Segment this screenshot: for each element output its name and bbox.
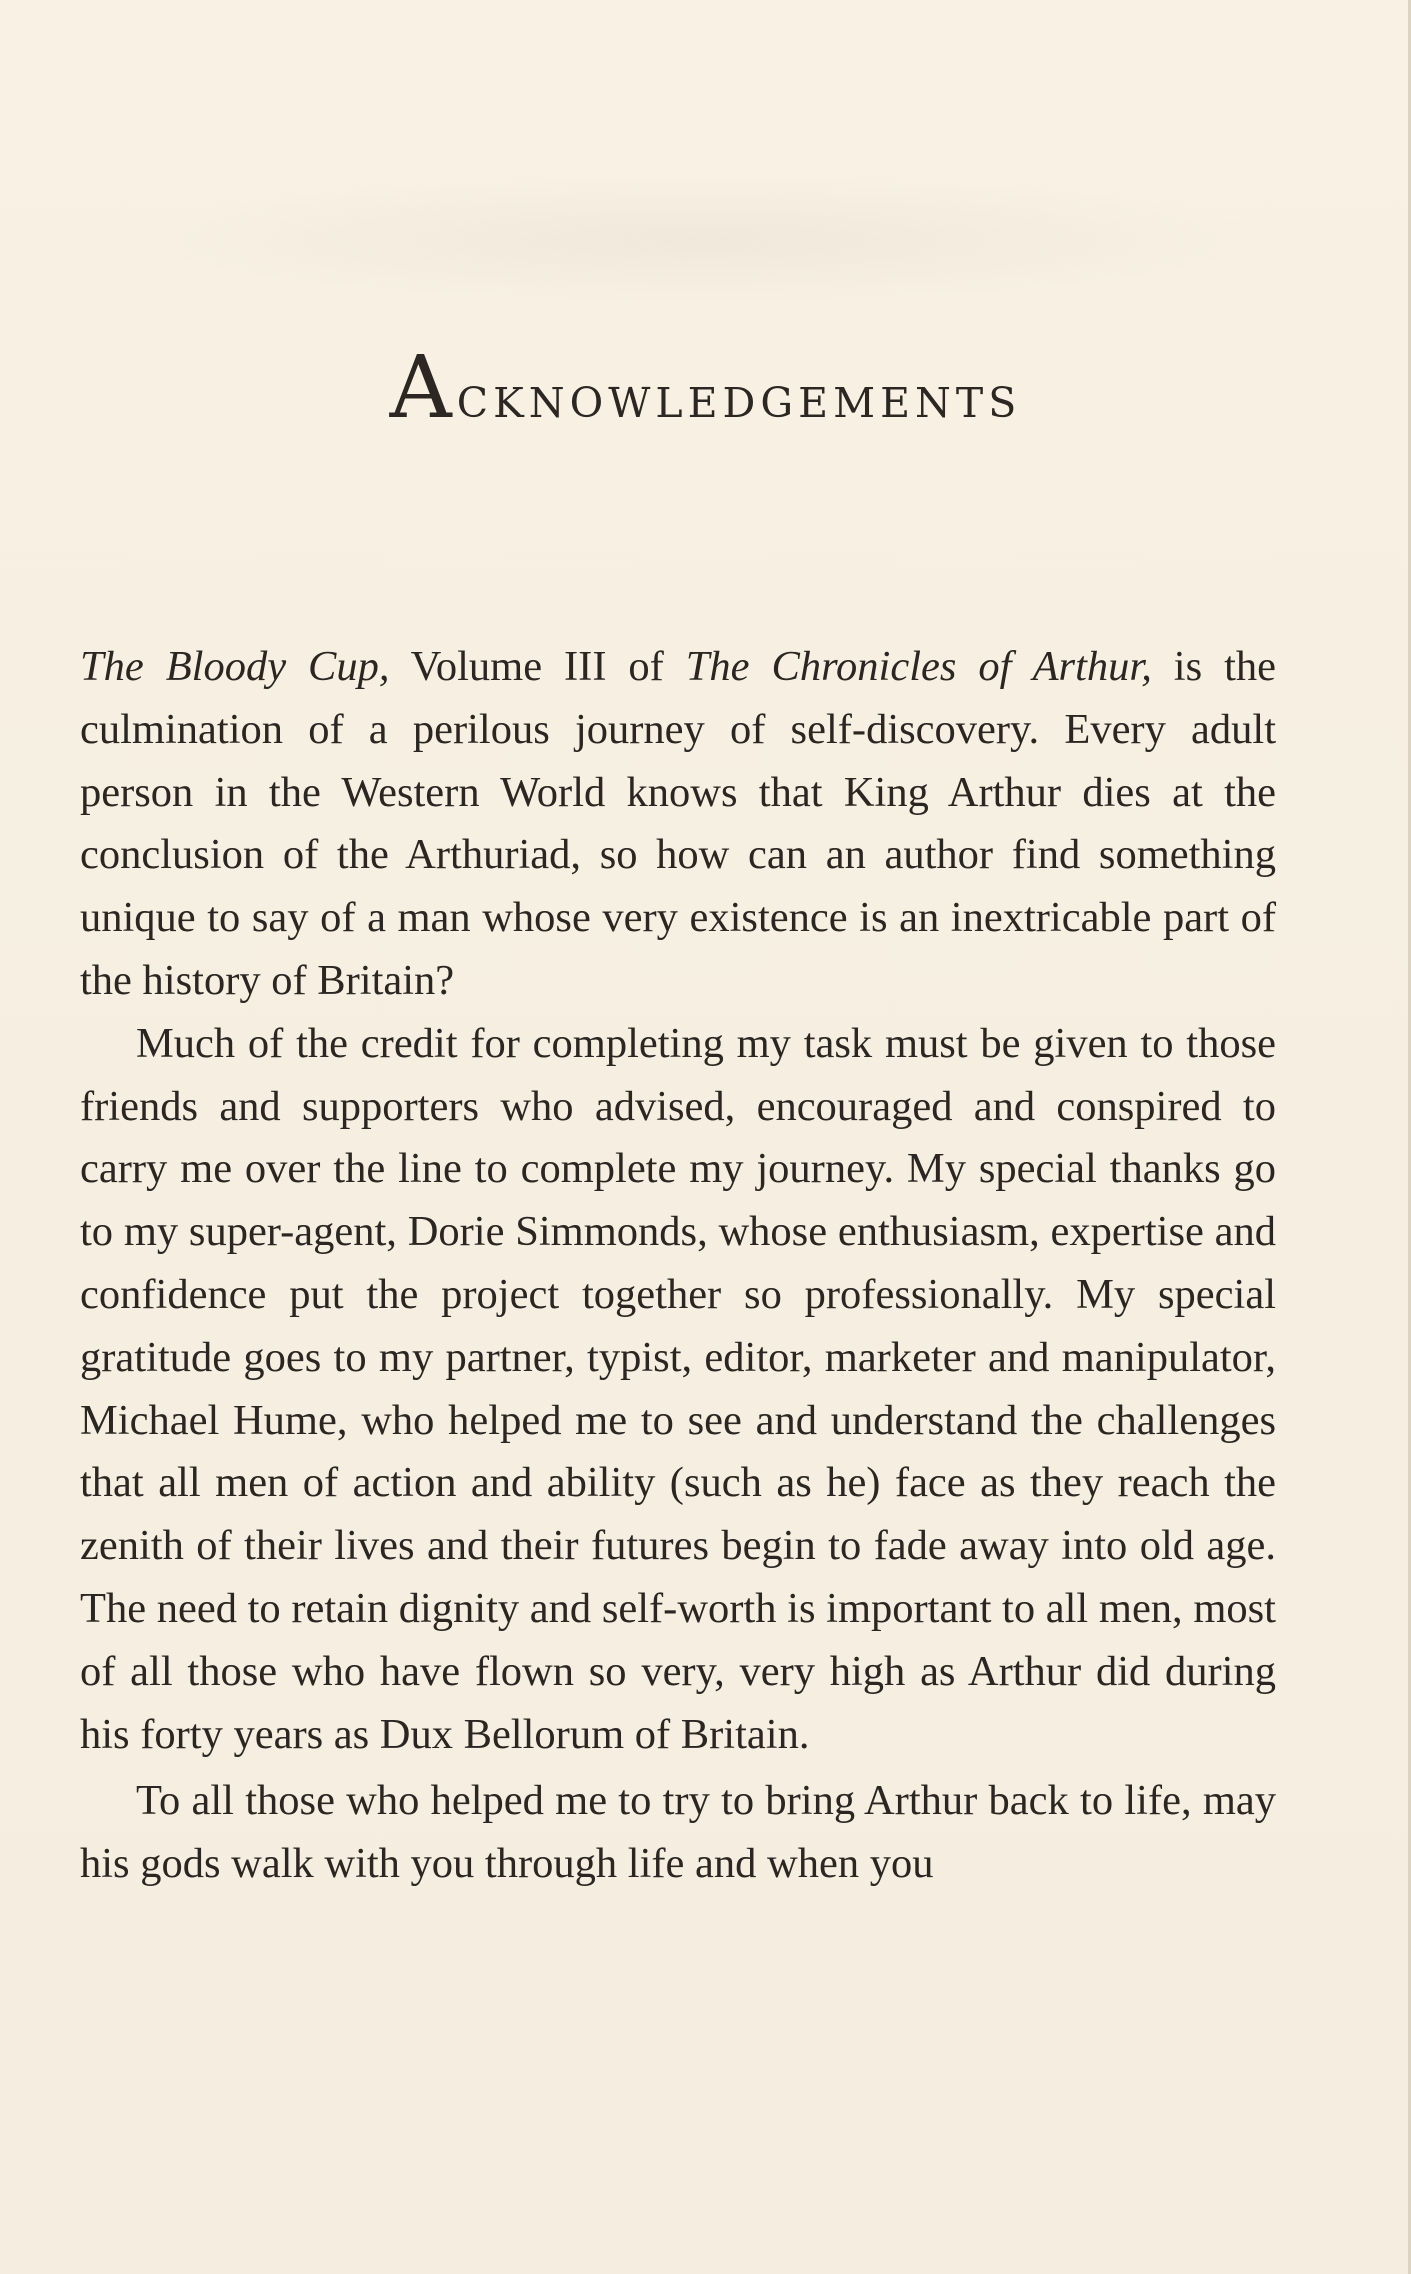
paragraph-2: Much of the credit for completing my task must be given to those friends and supporters who advised, encouraged and conspired to carry me over the line to complete my journey. My special thanks go to my super-agent, Dorie Simmonds, whose enthusiasm, expertise and confidence put the project together so professionally. My special gratitude goes to my partner, typist, editor, marketer and manipulator, Michael Hume, who helped me to see and understand the challenges that all men of action and ability (such as he) face as they reach the zenith of their lives and their futures begin to fade away into old age. The need to retain dignity and self-worth is important to all men, most of all those who have flown so very, very high as Arthur did during his forty years as Dux Bellorum of Britain. (80, 1019, 1276, 1758)
paragraph-1-part-b: is the culmination of a perilous journey of self-discovery. Every adult person in the Western World knows that King Arthur dies at the conclusion of the Arthuriad, so how can an author find something unique to say of a man whose very existence is an inextricable part of the history of Britain? (80, 643, 1276, 1004)
book-title: The Bloody Cup, (80, 643, 390, 690)
paragraph-1-part-a: Volume III of (389, 643, 686, 690)
series-title: The Chronicles of Arthur, (685, 643, 1152, 690)
paragraph-3: To all those who helped me to try to bring Arthur back to life, may his gods walk with you through life and when you (80, 1777, 1276, 1888)
title-initial: A (389, 338, 457, 438)
title-rest: cknowledgements (456, 363, 1022, 431)
body-text (80, 636, 1276, 1896)
show-through-text (110, 175, 1290, 305)
paragraph-1 (80, 636, 1276, 1013)
page-title (0, 338, 1411, 438)
